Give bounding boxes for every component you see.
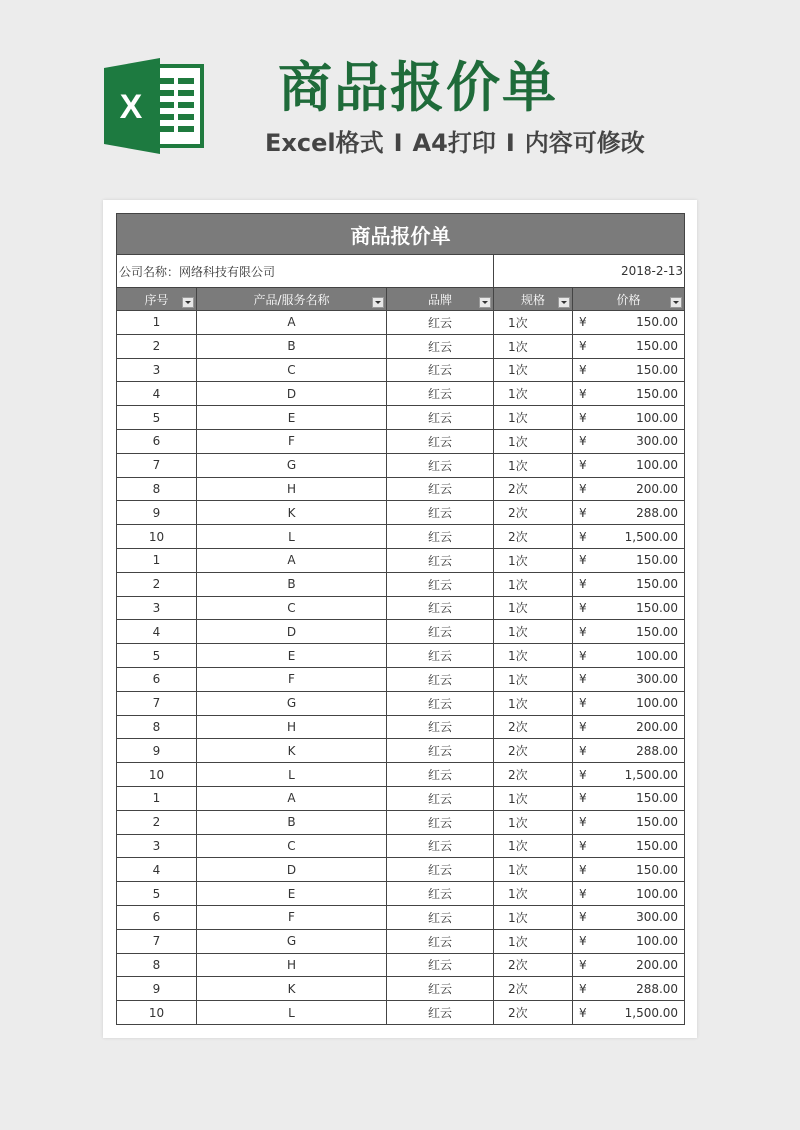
cell-no[interactable]: 9 [117,977,197,1001]
cell-brand[interactable]: 红云 [387,501,494,525]
price-amount: 288.00 [636,743,679,758]
cell-name[interactable]: F [197,667,387,691]
price-amount: 150.00 [636,624,679,639]
cell-price[interactable] [573,1001,685,1025]
cell-brand[interactable]: 红云 [387,548,494,572]
cell-brand[interactable]: 红云 [387,905,494,929]
header-no [117,288,197,311]
price-amount: 200.00 [636,481,679,496]
currency-symbol: ¥ [579,910,587,925]
table-row [117,311,685,335]
cell-price[interactable] [573,739,685,763]
currency-symbol: ¥ [579,719,587,734]
cell-spec[interactable]: 1次 [494,453,573,477]
cell-price[interactable] [573,929,685,953]
currency-symbol: ¥ [579,767,587,782]
currency-symbol: ¥ [579,386,587,401]
currency-symbol: ¥ [579,743,587,758]
currency-symbol: ¥ [579,529,587,544]
price-amount: 100.00 [636,886,679,901]
cell-brand[interactable]: 红云 [387,596,494,620]
cell-brand[interactable]: 红云 [387,525,494,549]
currency-symbol: ¥ [579,362,587,377]
quote-table [116,213,685,1025]
cell-spec[interactable]: 2次 [494,501,573,525]
cell-no[interactable]: 1 [117,548,197,572]
table-row [117,905,685,929]
subtitle-editable: 内容可修改 [524,129,645,157]
cell-price[interactable] [573,834,685,858]
currency-symbol: ¥ [579,458,587,473]
cell-spec[interactable]: 2次 [494,477,573,501]
currency-symbol: ¥ [579,862,587,877]
cell-no[interactable]: 3 [117,834,197,858]
cell-name[interactable]: G [197,691,387,715]
cell-price[interactable] [573,406,685,430]
cell-name[interactable]: H [197,477,387,501]
subtitle-separator: I [393,129,403,157]
currency-symbol: ¥ [579,696,587,711]
cell-brand[interactable]: 红云 [387,763,494,787]
table-row [117,763,685,787]
cell-spec[interactable]: 1次 [494,786,573,810]
cell-no[interactable]: 3 [117,596,197,620]
cell-brand[interactable]: 红云 [387,453,494,477]
cell-brand[interactable]: 红云 [387,477,494,501]
cell-spec[interactable]: 1次 [494,667,573,691]
cell-no[interactable]: 4 [117,382,197,406]
table-row [117,977,685,1001]
cell-spec[interactable]: 1次 [494,644,573,668]
price-amount: 150.00 [636,362,679,377]
cell-brand[interactable]: 红云 [387,644,494,668]
excel-logo-icon [104,58,204,154]
cell-spec[interactable]: 1次 [494,382,573,406]
table-row [117,453,685,477]
cell-brand[interactable]: 红云 [387,406,494,430]
header-label: 产品/服务名称 [253,292,330,307]
cell-no[interactable]: 9 [117,739,197,763]
price-amount: 100.00 [636,410,679,425]
currency-symbol: ¥ [579,886,587,901]
cell-no[interactable]: 1 [117,786,197,810]
cell-no[interactable]: 4 [117,858,197,882]
cell-price[interactable] [573,763,685,787]
price-amount: 150.00 [636,791,679,806]
table-row [117,929,685,953]
cell-spec[interactable]: 2次 [494,739,573,763]
cell-brand[interactable]: 红云 [387,786,494,810]
cell-no[interactable]: 10 [117,525,197,549]
price-amount: 150.00 [636,862,679,877]
cell-brand[interactable]: 红云 [387,667,494,691]
cell-name[interactable]: L [197,763,387,787]
cell-price[interactable] [573,667,685,691]
cell-spec[interactable]: 1次 [494,334,573,358]
cell-spec[interactable]: 1次 [494,691,573,715]
cell-brand[interactable]: 红云 [387,810,494,834]
cell-spec[interactable]: 1次 [494,929,573,953]
currency-symbol: ¥ [579,1005,587,1020]
cell-name[interactable]: C [197,834,387,858]
cell-name[interactable]: D [197,620,387,644]
cell-spec[interactable]: 1次 [494,311,573,335]
cell-name[interactable]: B [197,572,387,596]
price-amount: 150.00 [636,386,679,401]
table-row [117,715,685,739]
subtitle-separator: I [505,129,515,157]
cell-price[interactable] [573,786,685,810]
cell-no[interactable]: 6 [117,905,197,929]
cell-no[interactable]: 5 [117,644,197,668]
cell-brand[interactable]: 红云 [387,691,494,715]
table-row [117,834,685,858]
price-amount: 150.00 [636,815,679,830]
cell-name[interactable]: D [197,382,387,406]
table-row [117,477,685,501]
table-row [117,596,685,620]
cell-brand[interactable]: 红云 [387,882,494,906]
cell-price[interactable] [573,311,685,335]
cell-brand[interactable]: 红云 [387,953,494,977]
header-spec [494,288,573,311]
cell-spec[interactable]: 1次 [494,406,573,430]
cell-price[interactable] [573,882,685,906]
cell-no[interactable]: 7 [117,691,197,715]
table-row [117,406,685,430]
header-name [197,288,387,311]
cell-spec[interactable]: 1次 [494,905,573,929]
header-label: 规格 [520,292,545,307]
cell-price[interactable] [573,334,685,358]
cell-name[interactable]: G [197,929,387,953]
cell-no[interactable]: 7 [117,929,197,953]
filter-dropdown-icon[interactable] [558,297,570,308]
price-amount: 200.00 [636,957,679,972]
price-amount: 150.00 [636,577,679,592]
cell-name[interactable]: A [197,786,387,810]
cell-brand[interactable]: 红云 [387,358,494,382]
cell-price[interactable] [573,691,685,715]
filter-dropdown-icon[interactable] [182,297,194,308]
cell-brand[interactable]: 红云 [387,334,494,358]
currency-symbol: ¥ [579,553,587,568]
cell-no[interactable]: 1 [117,311,197,335]
price-amount: 300.00 [636,672,679,687]
filter-dropdown-icon[interactable] [372,297,384,308]
cell-no[interactable]: 2 [117,810,197,834]
table-row [117,667,685,691]
cell-price[interactable] [573,596,685,620]
banner-title: 商品报价单 [278,56,558,119]
table-row [117,572,685,596]
cell-price[interactable] [573,810,685,834]
table-row [117,691,685,715]
cell-name[interactable]: A [197,548,387,572]
cell-price[interactable] [573,525,685,549]
table-row [117,644,685,668]
document-page [103,200,697,1038]
table-row [117,334,685,358]
cell-price[interactable] [573,644,685,668]
cell-spec[interactable]: 2次 [494,763,573,787]
cell-name[interactable]: E [197,882,387,906]
cell-no[interactable]: 8 [117,953,197,977]
cell-name[interactable]: B [197,810,387,834]
currency-symbol: ¥ [579,481,587,496]
cell-price[interactable] [573,620,685,644]
price-amount: 100.00 [636,696,679,711]
price-amount: 288.00 [636,505,679,520]
cell-name[interactable]: H [197,715,387,739]
table-row [117,358,685,382]
cell-price[interactable] [573,453,685,477]
cell-spec[interactable]: 1次 [494,572,573,596]
price-amount: 1,500.00 [624,1005,679,1020]
cell-no[interactable]: 2 [117,334,197,358]
cell-name[interactable]: A [197,311,387,335]
svg-text:X: X [119,88,143,126]
cell-name[interactable]: C [197,596,387,620]
cell-name[interactable]: G [197,453,387,477]
currency-symbol: ¥ [579,672,587,687]
cell-brand[interactable]: 红云 [387,1001,494,1025]
cell-name[interactable]: B [197,334,387,358]
currency-symbol: ¥ [579,505,587,520]
cell-name[interactable]: D [197,858,387,882]
cell-price[interactable] [573,358,685,382]
cell-brand[interactable]: 红云 [387,572,494,596]
cell-spec[interactable]: 1次 [494,858,573,882]
cell-spec[interactable]: 2次 [494,953,573,977]
cell-spec[interactable]: 1次 [494,429,573,453]
cell-name[interactable]: E [197,406,387,430]
filter-dropdown-icon[interactable] [479,297,491,308]
cell-price[interactable] [573,953,685,977]
cell-brand[interactable]: 红云 [387,834,494,858]
table-row [117,953,685,977]
cell-spec[interactable]: 1次 [494,358,573,382]
quote-date[interactable]: 2018-2-13 [494,255,685,288]
sheet-title: 商品报价单 [117,214,685,255]
table-row [117,548,685,572]
price-amount: 150.00 [636,553,679,568]
cell-name[interactable]: L [197,525,387,549]
price-amount: 200.00 [636,719,679,734]
currency-symbol: ¥ [579,648,587,663]
cell-brand[interactable]: 红云 [387,311,494,335]
table-row [117,429,685,453]
cell-no[interactable]: 6 [117,667,197,691]
table-row [117,858,685,882]
cell-no[interactable]: 10 [117,763,197,787]
price-amount: 100.00 [636,934,679,949]
cell-spec[interactable]: 1次 [494,882,573,906]
currency-symbol: ¥ [579,815,587,830]
currency-symbol: ¥ [579,791,587,806]
price-amount: 150.00 [636,339,679,354]
cell-name[interactable]: F [197,429,387,453]
table-row [117,882,685,906]
price-amount: 300.00 [636,910,679,925]
cell-price[interactable] [573,382,685,406]
cell-price[interactable] [573,572,685,596]
cell-no[interactable]: 5 [117,882,197,906]
cell-spec[interactable]: 1次 [494,834,573,858]
cell-spec[interactable]: 1次 [494,596,573,620]
price-amount: 100.00 [636,458,679,473]
header-label: 品牌 [427,292,452,307]
cell-brand[interactable]: 红云 [387,715,494,739]
cell-brand[interactable]: 红云 [387,977,494,1001]
currency-symbol: ¥ [579,624,587,639]
price-amount: 150.00 [636,315,679,330]
cell-spec[interactable]: 1次 [494,620,573,644]
currency-symbol: ¥ [579,838,587,853]
cell-name[interactable]: H [197,953,387,977]
price-amount: 100.00 [636,648,679,663]
price-amount: 1,500.00 [624,767,679,782]
cell-brand[interactable]: 红云 [387,620,494,644]
cell-price[interactable] [573,977,685,1001]
cell-brand[interactable]: 红云 [387,858,494,882]
cell-no[interactable]: 4 [117,620,197,644]
cell-no[interactable]: 2 [117,572,197,596]
cell-brand[interactable]: 红云 [387,739,494,763]
header-brand [387,288,494,311]
filter-dropdown-icon[interactable] [670,297,682,308]
cell-no[interactable]: 8 [117,477,197,501]
currency-symbol: ¥ [579,410,587,425]
cell-spec[interactable]: 2次 [494,977,573,1001]
header-label: 序号 [144,292,169,307]
cell-price[interactable] [573,429,685,453]
cell-no[interactable]: 5 [117,406,197,430]
cell-spec[interactable]: 2次 [494,715,573,739]
cell-no[interactable]: 6 [117,429,197,453]
cell-name[interactable]: K [197,977,387,1001]
cell-no[interactable]: 9 [117,501,197,525]
cell-brand[interactable]: 红云 [387,929,494,953]
table-row [117,739,685,763]
table-row [117,525,685,549]
table-row [117,501,685,525]
subtitle-print: A4打印 [412,129,496,157]
price-amount: 150.00 [636,600,679,615]
cell-price[interactable] [573,858,685,882]
cell-brand[interactable]: 红云 [387,382,494,406]
price-amount: 300.00 [636,434,679,449]
header-price [573,288,685,311]
subtitle-format: Excel格式 [265,129,384,157]
cell-name[interactable]: F [197,905,387,929]
cell-no[interactable]: 10 [117,1001,197,1025]
currency-symbol: ¥ [579,934,587,949]
cell-no[interactable]: 3 [117,358,197,382]
table-row [117,1001,685,1025]
cell-price[interactable] [573,477,685,501]
cell-price[interactable] [573,548,685,572]
table-row [117,382,685,406]
cell-name[interactable]: K [197,739,387,763]
cell-price[interactable] [573,501,685,525]
banner-subtitle [265,126,645,160]
currency-symbol: ¥ [579,981,587,996]
cell-price[interactable] [573,905,685,929]
cell-name[interactable]: L [197,1001,387,1025]
cell-no[interactable]: 8 [117,715,197,739]
currency-symbol: ¥ [579,315,587,330]
table-row [117,620,685,644]
price-amount: 288.00 [636,981,679,996]
company-name[interactable]: 公司名称：网络科技有限公司 [117,255,494,288]
cell-spec[interactable]: 1次 [494,548,573,572]
price-amount: 150.00 [636,838,679,853]
header-label: 价格 [616,292,641,307]
cell-spec[interactable]: 2次 [494,525,573,549]
currency-symbol: ¥ [579,339,587,354]
cell-spec[interactable]: 1次 [494,810,573,834]
cell-spec[interactable]: 2次 [494,1001,573,1025]
currency-symbol: ¥ [579,434,587,449]
cell-name[interactable]: K [197,501,387,525]
currency-symbol: ¥ [579,577,587,592]
table-row [117,786,685,810]
cell-price[interactable] [573,715,685,739]
table-row [117,810,685,834]
cell-brand[interactable]: 红云 [387,429,494,453]
price-amount: 1,500.00 [624,529,679,544]
cell-name[interactable]: E [197,644,387,668]
currency-symbol: ¥ [579,600,587,615]
cell-name[interactable]: C [197,358,387,382]
currency-symbol: ¥ [579,957,587,972]
cell-no[interactable]: 7 [117,453,197,477]
